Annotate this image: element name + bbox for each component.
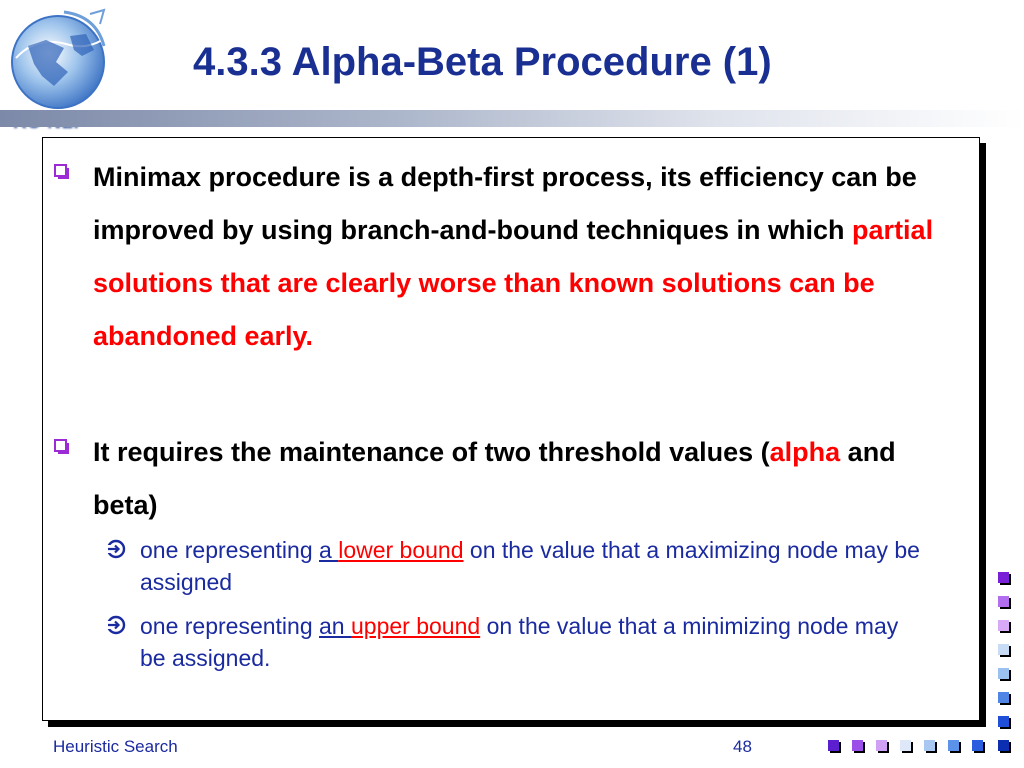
bullet-2-text-a: It requires the maintenance of two threshold values ( <box>93 437 770 467</box>
bullet-2-text <box>93 426 943 532</box>
sub-bullet-2 <box>106 610 926 674</box>
sub-2-upper-bound: upper bound <box>351 613 481 639</box>
decor-square <box>924 740 935 751</box>
bullet-2 <box>54 426 943 532</box>
sub-bullet-2-text <box>140 610 926 674</box>
footer-title: Heuristic Search <box>53 737 178 756</box>
sub-2-post: on the value that a minimizing node may be assigned. <box>140 613 899 671</box>
decor-square <box>998 740 1009 751</box>
bullet-1-highlight: partial solutions that are clearly worse than known solutions can be abandoned early. <box>93 215 934 351</box>
bullet-2-text-c: and beta) <box>93 437 896 520</box>
decor-square <box>998 596 1009 607</box>
decor-square <box>998 692 1009 703</box>
decor-square <box>828 740 839 751</box>
bullet-2-highlight: alpha <box>769 437 841 467</box>
decor-square <box>900 740 911 751</box>
content-box <box>42 137 980 721</box>
decor-square <box>972 740 983 751</box>
decor-square <box>852 740 863 751</box>
sub-bullet-1-text <box>140 534 926 598</box>
decor-square <box>998 644 1009 655</box>
sub-bullet-1 <box>106 534 926 598</box>
ku-nlp-globe-logo <box>6 6 114 114</box>
sub-2-pre: one representing <box>140 613 320 639</box>
decor-square <box>948 740 959 751</box>
bullet-1-text <box>93 151 943 363</box>
title-gradient-bar <box>0 110 1024 127</box>
bullet-1-text-a: Minimax procedure is a depth-first process, its efficiency can be improved by using branch-and-bound techniques in which <box>93 162 917 245</box>
sub-1-lower-bound: lower bound <box>338 537 464 563</box>
decor-square <box>998 572 1009 583</box>
decor-square <box>998 716 1009 727</box>
bullet-1 <box>54 151 943 363</box>
sub-1-pre: one representing <box>140 537 320 563</box>
decor-square <box>876 740 887 751</box>
slide-title: 4.3.3 Alpha-Beta Procedure (1) <box>193 40 772 84</box>
circle-arrow-icon <box>106 539 126 559</box>
circle-arrow-icon <box>106 615 126 635</box>
square-bullet-icon <box>54 164 67 177</box>
page-number: 48 <box>733 737 752 756</box>
decor-square <box>998 620 1009 631</box>
sub-2-underline-a: an <box>319 613 351 639</box>
sub-1-post: on the value that a maximizing node may be assigned <box>140 537 920 595</box>
decor-square <box>998 668 1009 679</box>
sub-1-underline-a: a <box>319 537 339 563</box>
square-bullet-icon <box>54 439 67 452</box>
